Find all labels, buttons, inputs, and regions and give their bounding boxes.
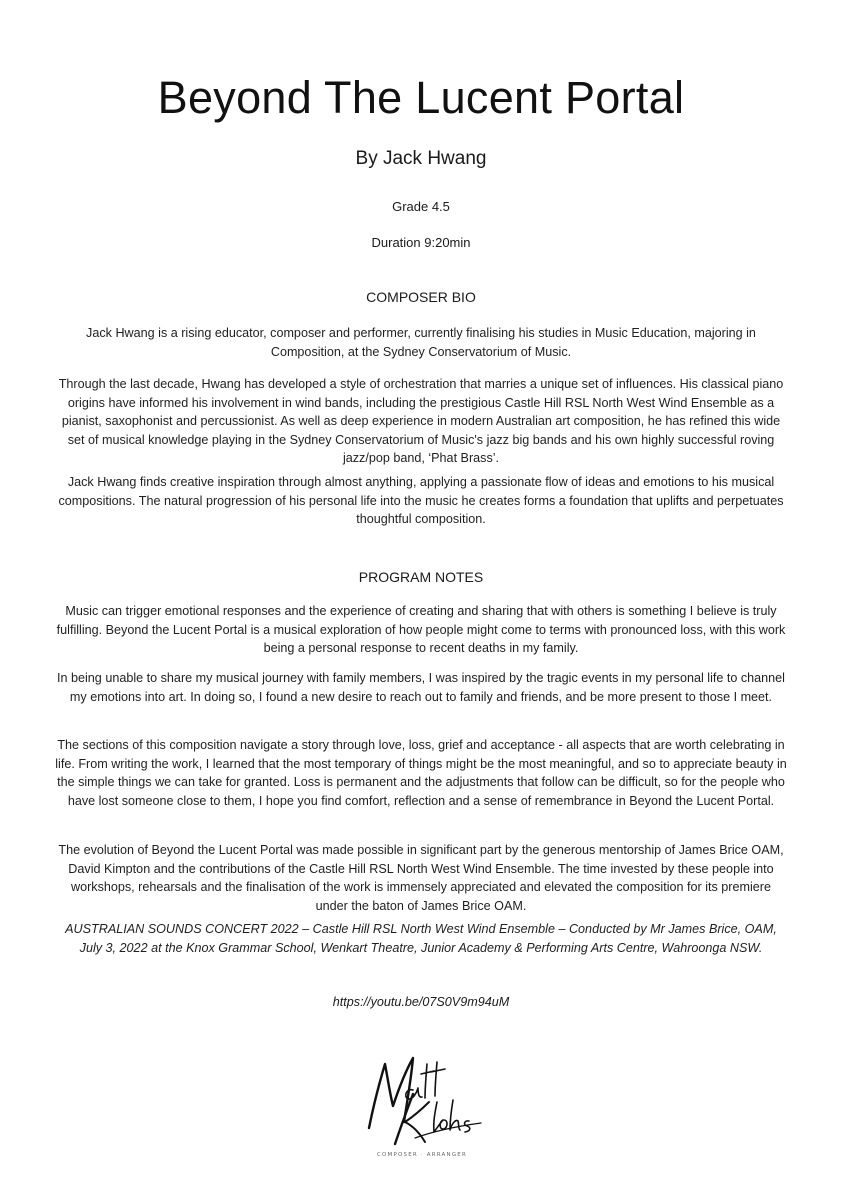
signature-logo xyxy=(355,1050,490,1160)
program-notes-heading: PROGRAM NOTES xyxy=(358,569,484,585)
notes-paragraph: Music can trigger emotional responses and the experience of creating and sharing that with others is something I believe is truly fulfilling. Beyond the Lucent Portal is a musical exploration of how people might come to terms with pronounced loss, with this work being a personal response to recent deaths in my family. xyxy=(56,604,786,656)
performance-credit: AUSTRALIAN SOUNDS CONCERT 2022 – Castle Hill RSL North West Wind Ensemble – Conducted by Mr James Brice, OAM, July 3, 2022 at the Knox Grammar School, Wenkart Theatre, Junior Academy & Performing Arts Centre, Wahroonga NSW. xyxy=(65,922,777,955)
composer-bio-heading: COMPOSER BIO xyxy=(366,289,476,305)
composer-byline: By Jack Hwang xyxy=(355,148,487,169)
grade-label: Grade 4.5 xyxy=(392,199,450,214)
notes-paragraph: In being unable to share my musical journey with family members, I was inspired by the tragic events in my personal life to channel my emotions into art. In doing so, I found a new desire to reach out to family and friends, and be more present to those I meet. xyxy=(57,671,785,704)
video-link[interactable]: https://youtu.be/07S0V9m94uM xyxy=(332,995,510,1009)
signature-caption: COMPOSER · ARRANGER xyxy=(376,1152,468,1158)
bio-paragraph: Through the last decade, Hwang has developed a style of orchestration that marries a unique set of influences. His classical piano origins have informed his involvement in wind bands, including the prestigious Castle Hill RSL North West Wind Ensemble as a pianist, saxophonist and percussionist. As well as deep experience in modern Australian art composition, he has refined this wide set of musical knowledge playing in the Sydney Conservatorium of Music's jazz big bands and his own highly successful roving jazz/pop band, ‘Phat Brass’. xyxy=(58,377,784,466)
bio-paragraph: Jack Hwang finds creative inspiration through almost anything, applying a passionate flow of ideas and emotions to his musical compositions. The natural progression of his personal life into the music he creates forms a foundation that uplifts and perpetuates thoughtful composition. xyxy=(58,475,784,527)
bio-paragraph: Jack Hwang is a rising educator, composer and performer, currently finalising his studies in Music Education, majoring in Composition, at the Sydney Conservatorium of Music. xyxy=(86,326,756,359)
notes-paragraph: The evolution of Beyond the Lucent Portal was made possible in significant part by the generous mentorship of James Brice OAM, David Kimpton and the contributions of the Castle Hill RSL North West Wind Ensemble. The time invested by these people into workshops, rehearsals and the finalisation of the work is immensely appreciated and elevated the composition for its premiere under the baton of James Brice OAM. xyxy=(58,843,784,913)
page-title: Beyond The Lucent Portal xyxy=(157,72,685,123)
notes-paragraph: The sections of this composition navigate a story through love, loss, grief and acceptance - all aspects that are worth celebrating in life. From writing the work, I learned that the most temporary of things might be the most meaningful, and so to appreciate beauty in the simple things we can take for granted. Loss is permanent and the adjustments that follow can be difficult, so for the people who have lost someone close to them, I hope you find comfort, reflection and a sense of remembrance in Beyond the Lucent Portal. xyxy=(55,738,787,808)
duration-label: Duration 9:20min xyxy=(371,235,471,250)
